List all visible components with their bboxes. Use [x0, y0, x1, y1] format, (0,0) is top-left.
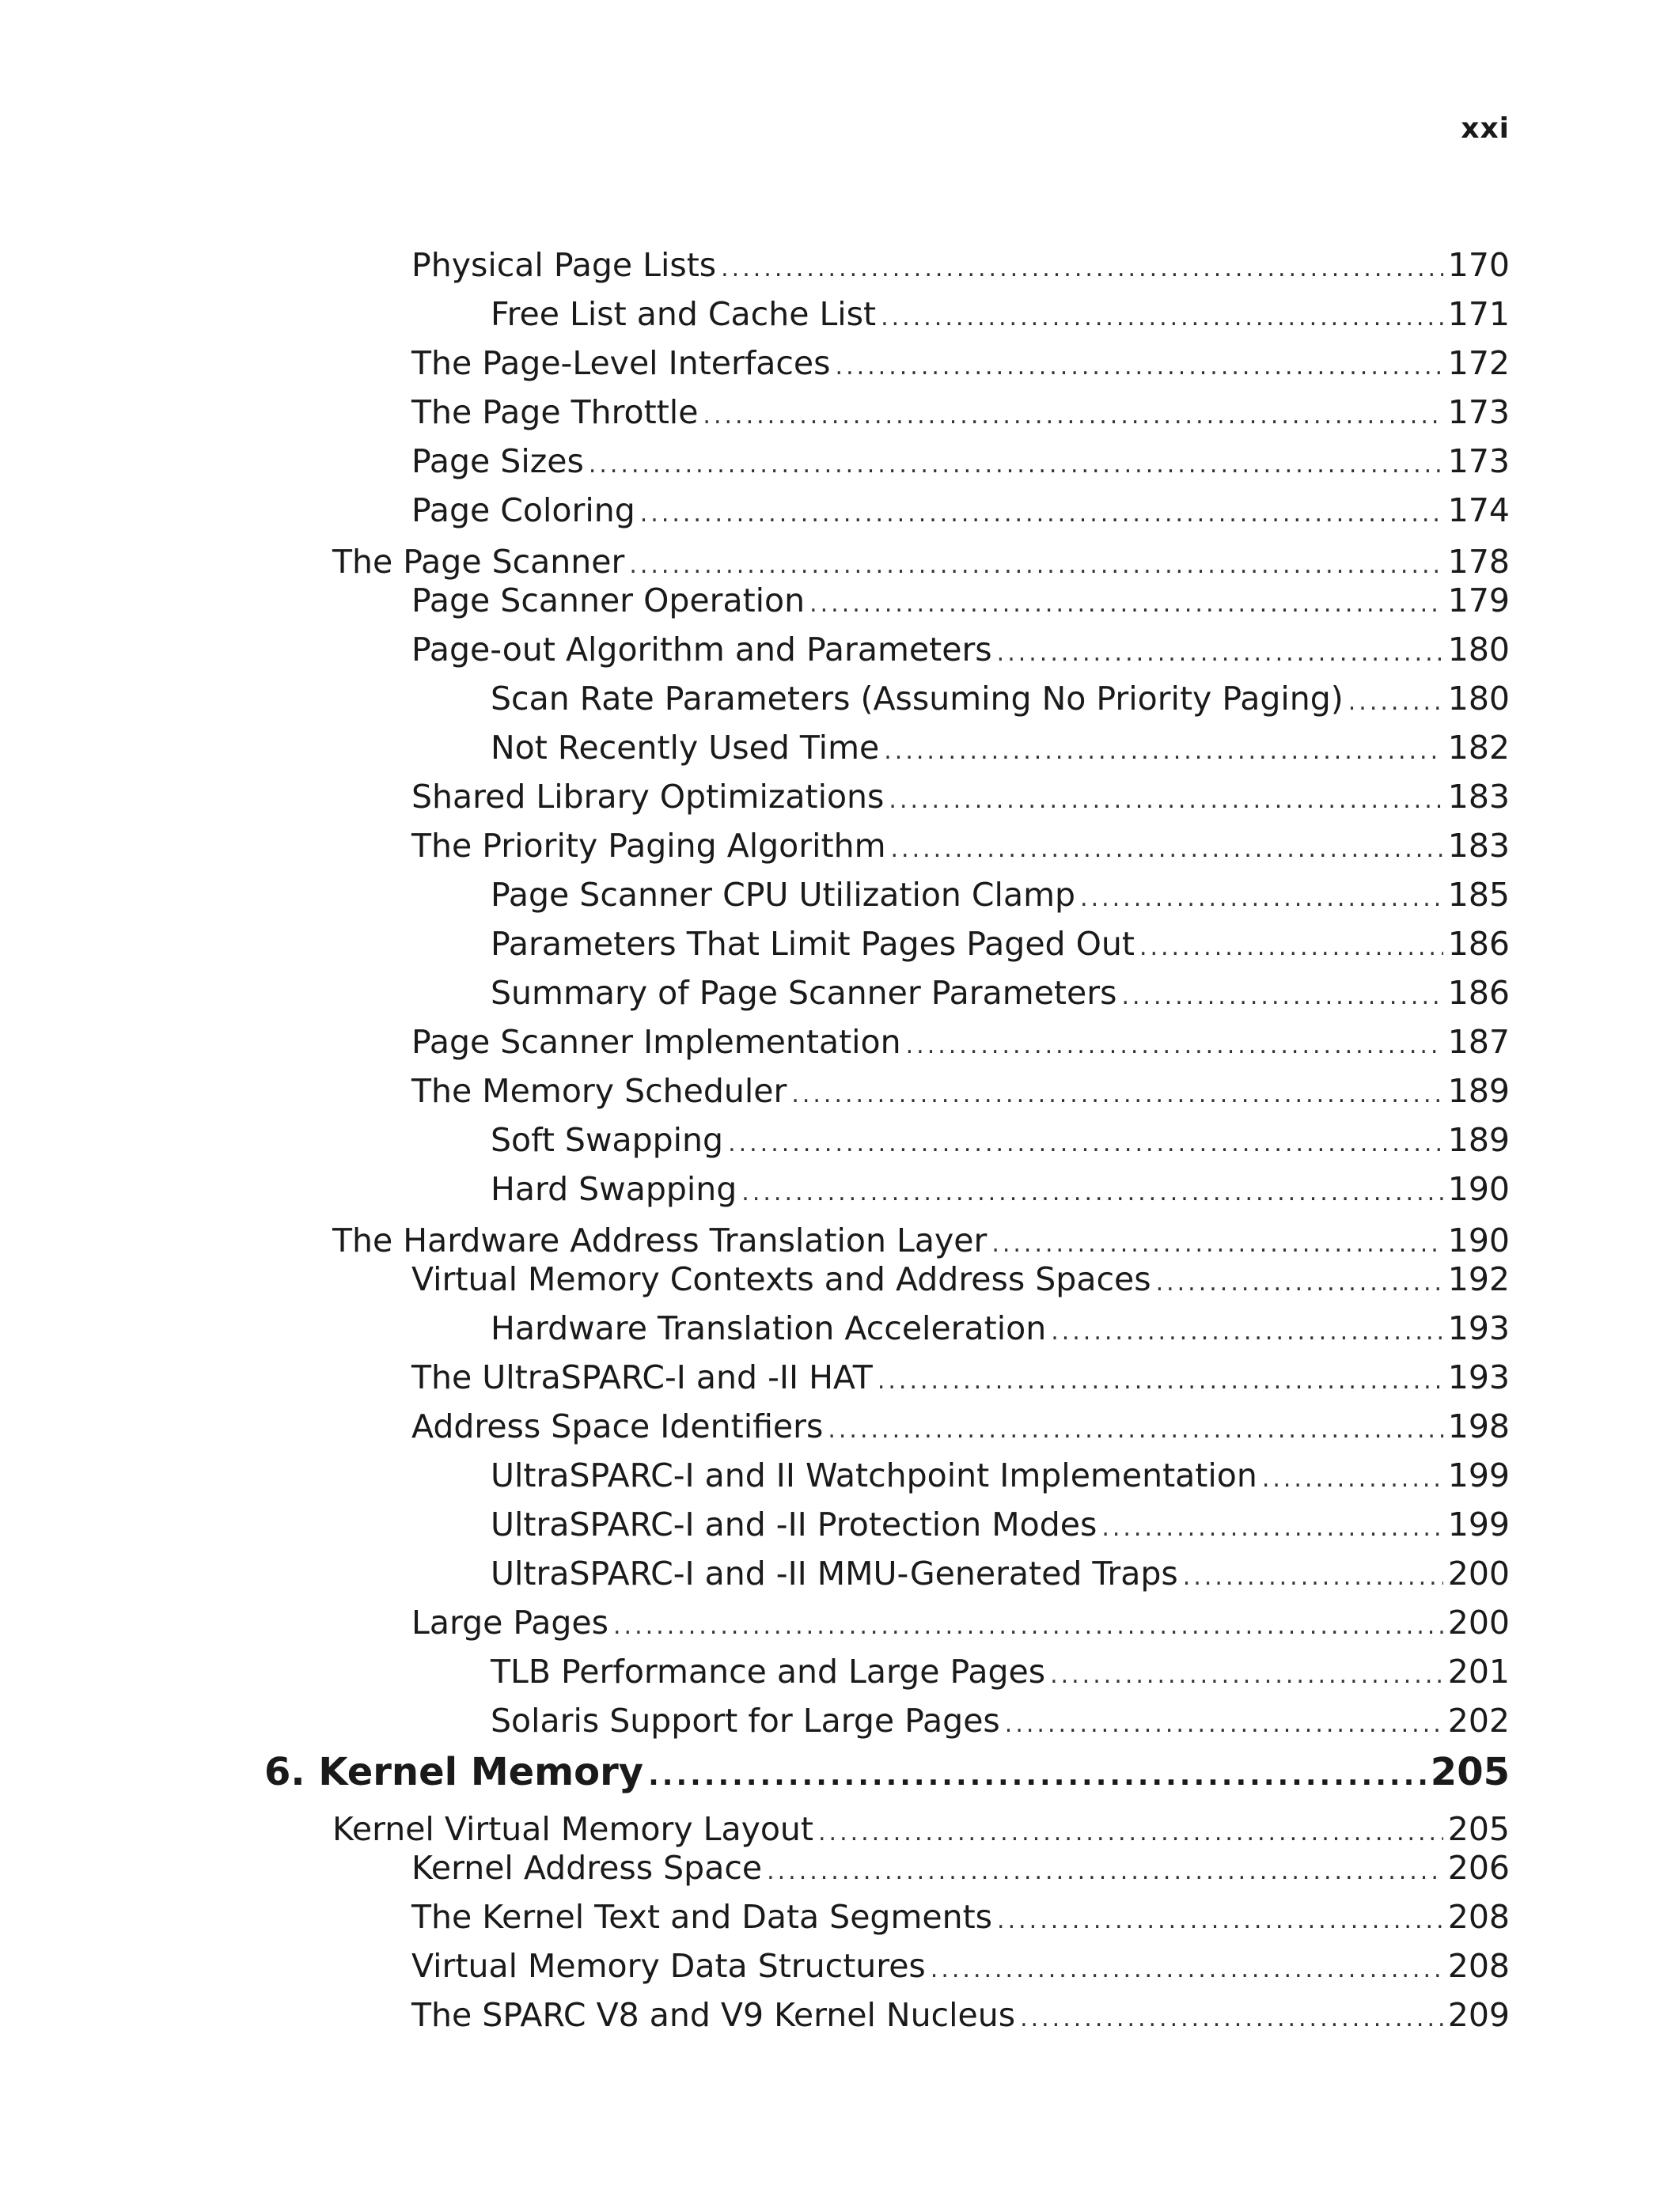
dot-leader — [648, 1752, 1426, 1800]
toc-chapter-page: 205 — [1430, 1750, 1510, 1794]
toc-entry[interactable] — [491, 1700, 1510, 1741]
toc-entry-page: 174 — [1447, 491, 1510, 529]
dot-leader — [809, 584, 1443, 625]
toc-entry-page: 186 — [1447, 925, 1510, 963]
toc-entry-title: Page Scanner Operation — [411, 581, 806, 619]
toc-entry-title: Page Scanner CPU Utilization Clamp — [491, 876, 1076, 914]
dot-leader — [931, 1949, 1443, 1990]
toc-entry-page: 199 — [1447, 1456, 1510, 1494]
toc-entry[interactable] — [411, 1406, 1510, 1447]
toc-entry-page: 180 — [1447, 631, 1510, 669]
toc-entry-page: 206 — [1447, 1849, 1510, 1887]
toc-entry[interactable] — [411, 1070, 1510, 1112]
dot-leader — [1005, 1704, 1443, 1745]
toc-entry[interactable] — [411, 1602, 1510, 1643]
toc-entry[interactable] — [491, 972, 1510, 1013]
toc-entry[interactable] — [491, 727, 1510, 768]
toc-entry-title: The Memory Scheduler — [411, 1072, 787, 1110]
toc-entry[interactable] — [491, 294, 1510, 335]
toc-chapter-entry[interactable] — [264, 1748, 1510, 1796]
toc-entry[interactable] — [332, 1809, 1510, 1850]
dot-leader — [1262, 1459, 1443, 1500]
dot-leader — [791, 1074, 1442, 1115]
toc-entry-title: The Page Scanner — [332, 543, 625, 581]
dot-leader — [889, 780, 1442, 821]
toc-entry-title: The Hardware Address Translation Layer — [332, 1222, 988, 1259]
dot-leader — [1348, 682, 1443, 723]
toc-entry-title: The Page Throttle — [411, 393, 699, 431]
toc-entry-title: The UltraSPARC-I and -II HAT — [411, 1358, 873, 1396]
toc-entry-page: 171 — [1447, 295, 1510, 333]
dot-leader — [703, 396, 1442, 437]
toc-entry[interactable] — [411, 1896, 1510, 1937]
toc-entry-title: Solaris Support for Large Pages — [491, 1702, 1000, 1740]
toc-entry-title: Page Sizes — [411, 442, 584, 480]
toc-entry-title: Physical Page Lists — [411, 246, 717, 284]
dot-leader — [1156, 1263, 1443, 1304]
toc-entry-title: The Page-Level Interfaces — [411, 344, 831, 382]
toc-entry-title: TLB Performance and Large Pages — [491, 1653, 1046, 1691]
dot-leader — [878, 1361, 1443, 1402]
toc-entry[interactable] — [491, 923, 1510, 964]
dot-leader — [1020, 1998, 1443, 2040]
toc-entry[interactable] — [491, 678, 1510, 719]
toc-entry[interactable] — [491, 1455, 1510, 1496]
toc-entry-title: Virtual Memory Data Structures — [411, 1947, 926, 1985]
toc-entry-title: Free List and Cache List — [491, 295, 877, 333]
dot-leader — [741, 1172, 1442, 1214]
toc-entry[interactable] — [411, 1357, 1510, 1398]
toc-entry-title: The SPARC V8 and V9 Kernel Nucleus — [411, 1996, 1016, 2034]
toc-entry-page: 200 — [1447, 1555, 1510, 1593]
toc-entry-page: 183 — [1447, 827, 1510, 865]
dot-leader — [906, 1025, 1443, 1066]
toc-entry-page: 201 — [1447, 1653, 1510, 1691]
toc-entry[interactable] — [332, 1220, 1510, 1261]
toc-entry-page: 192 — [1447, 1260, 1510, 1298]
toc-entry-title: Page Scanner Implementation — [411, 1023, 901, 1061]
toc-entry-title: Virtual Memory Contexts and Address Spaces — [411, 1260, 1151, 1298]
toc-entry-title: Kernel Virtual Memory Layout — [332, 1810, 813, 1848]
toc-entry[interactable] — [411, 1021, 1510, 1062]
dot-leader — [836, 347, 1443, 388]
dot-leader — [1139, 927, 1443, 968]
dot-leader — [1050, 1655, 1443, 1696]
toc-entry-page: 183 — [1447, 778, 1510, 816]
toc-entry[interactable] — [411, 1847, 1510, 1888]
toc-entry-title: Parameters That Limit Pages Paged Out — [491, 925, 1135, 963]
toc-entry[interactable] — [411, 1994, 1510, 2036]
toc-entry-page: 178 — [1447, 543, 1510, 581]
toc-entry-title: Shared Library Optimizations — [411, 778, 885, 816]
dot-leader — [1080, 878, 1443, 919]
toc-entry-page: 205 — [1447, 1810, 1510, 1848]
toc-entry-page: 200 — [1447, 1604, 1510, 1642]
dot-leader — [767, 1851, 1443, 1892]
dot-leader — [1051, 1312, 1443, 1353]
toc-entry-title: Hard Swapping — [491, 1170, 737, 1208]
toc-entry[interactable] — [411, 1945, 1510, 1987]
dot-leader — [997, 633, 1443, 674]
dot-leader — [589, 445, 1443, 486]
toc-entry-page: 182 — [1447, 729, 1510, 767]
toc-entry[interactable] — [491, 874, 1510, 915]
toc-entry[interactable] — [491, 1553, 1510, 1594]
toc-entry[interactable] — [411, 392, 1510, 433]
dot-leader — [721, 248, 1443, 290]
toc-entry-page: 199 — [1447, 1506, 1510, 1543]
toc-entry-title: Hardware Translation Acceleration — [491, 1309, 1047, 1347]
toc-entry-page: 209 — [1447, 1996, 1510, 2034]
toc-entry-page: 193 — [1447, 1309, 1510, 1347]
toc-entry-page: 179 — [1447, 581, 1510, 619]
toc-entry[interactable] — [411, 1259, 1510, 1300]
toc-entry-title: Soft Swapping — [491, 1121, 724, 1159]
dot-leader — [1101, 1508, 1442, 1549]
toc-entry[interactable] — [411, 343, 1510, 384]
dot-leader — [728, 1123, 1443, 1165]
toc-entry-page: 208 — [1447, 1947, 1510, 1985]
toc-entry[interactable] — [491, 1168, 1510, 1210]
dot-leader — [891, 829, 1443, 870]
dot-leader — [828, 1410, 1442, 1451]
toc-entry[interactable] — [411, 825, 1510, 866]
toc-entry[interactable] — [332, 541, 1510, 582]
toc-entry-title: UltraSPARC-I and -II Protection Modes — [491, 1506, 1097, 1543]
toc-entry-title: Page-out Algorithm and Parameters — [411, 631, 992, 669]
toc-entry-title: The Kernel Text and Data Segments — [411, 1898, 993, 1936]
toc-entry-page: 202 — [1447, 1702, 1510, 1740]
toc-entry-title: Scan Rate Parameters (Assuming No Priority Paging) — [491, 680, 1344, 718]
toc-entry-title: Not Recently Used Time — [491, 729, 880, 767]
toc-entry-page: 190 — [1447, 1222, 1510, 1259]
toc-entry-page: 208 — [1447, 1898, 1510, 1936]
toc-entry[interactable] — [491, 1651, 1510, 1692]
toc-entry-title: The Priority Paging Algorithm — [411, 827, 886, 865]
toc-entry-page: 170 — [1447, 246, 1510, 284]
toc-entry-page: 189 — [1447, 1121, 1510, 1159]
toc-entry-title: Summary of Page Scanner Parameters — [491, 974, 1117, 1012]
dot-leader — [881, 297, 1443, 339]
toc-entry-page: 186 — [1447, 974, 1510, 1012]
toc-entry-page: 173 — [1447, 393, 1510, 431]
toc-entry-page: 189 — [1447, 1072, 1510, 1110]
toc-entry-page: 173 — [1447, 442, 1510, 480]
dot-leader — [1121, 976, 1442, 1017]
toc-entry[interactable] — [411, 776, 1510, 817]
toc-entry-title: Page Coloring — [411, 491, 635, 529]
toc-entry-page: 198 — [1447, 1407, 1510, 1445]
toc-entry[interactable] — [411, 490, 1510, 531]
dot-leader — [640, 494, 1443, 535]
dot-leader — [1183, 1557, 1443, 1598]
toc-entry[interactable] — [491, 1308, 1510, 1349]
toc-chapter-title: 6. Kernel Memory — [264, 1750, 644, 1794]
toc-entry-title: UltraSPARC-I and II Watchpoint Implementation — [491, 1456, 1257, 1494]
toc-entry-page: 180 — [1447, 680, 1510, 718]
page-number: xxi — [1461, 112, 1510, 145]
dot-leader — [997, 1900, 1443, 1941]
toc-entry[interactable] — [491, 1119, 1510, 1161]
toc-entry-page: 185 — [1447, 876, 1510, 914]
toc-entry[interactable] — [411, 629, 1510, 670]
toc-entry[interactable] — [411, 441, 1510, 482]
toc-entry-title: Address Space Identifiers — [411, 1407, 824, 1445]
toc-entry[interactable] — [491, 1504, 1510, 1545]
toc-entry-title: Kernel Address Space — [411, 1849, 763, 1887]
dot-leader — [613, 1606, 1443, 1647]
dot-leader — [884, 731, 1442, 772]
toc-entry-title: UltraSPARC-I and -II MMU-Generated Traps — [491, 1555, 1178, 1593]
toc-entry-page: 187 — [1447, 1023, 1510, 1061]
toc-entry[interactable] — [411, 580, 1510, 621]
toc-entry-page: 172 — [1447, 344, 1510, 382]
toc-entry-title: Large Pages — [411, 1604, 609, 1642]
toc-entry[interactable] — [411, 244, 1510, 286]
toc-entry-page: 190 — [1447, 1170, 1510, 1208]
toc-entry-page: 193 — [1447, 1358, 1510, 1396]
